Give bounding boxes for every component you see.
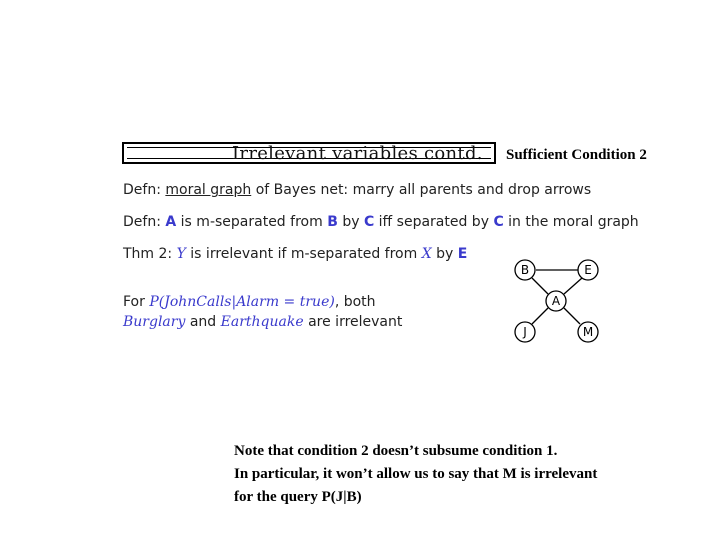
slide-title: Irrelevant variables contd.: [232, 143, 483, 164]
example-text: , both: [334, 294, 376, 310]
var-c: C: [493, 214, 504, 230]
edge-a-j: [532, 308, 548, 324]
moral-graph-term: moral graph: [165, 182, 252, 198]
node-j-label: J: [523, 325, 527, 339]
example-text: and: [189, 314, 217, 330]
example-line-2: [123, 314, 402, 330]
example-prefix: For: [123, 294, 145, 310]
defn-text: by: [342, 214, 360, 230]
node-e-label: E: [584, 263, 592, 277]
var-burglary: Burglary: [123, 314, 186, 330]
var-a: A: [165, 214, 177, 230]
var-c: C: [363, 214, 375, 230]
moral-graph-diagram: [500, 250, 610, 350]
var-e: E: [457, 246, 468, 262]
example-line-1: [123, 294, 376, 310]
definition-m-separation: [123, 214, 639, 230]
thm-text: by: [436, 246, 454, 262]
thm-prefix: Thm 2:: [123, 246, 173, 262]
example-query: P(JohnCalls|Alarm = true): [149, 294, 335, 310]
theorem-2: [123, 246, 467, 262]
defn-text: is m-separated from: [180, 214, 323, 230]
defn-text: of Bayes net: marry all parents and drop arrows: [255, 182, 592, 198]
thm-text: is irrelevant if m-separated from: [190, 246, 418, 262]
node-a-label: A: [551, 294, 561, 308]
defn-text: in the moral graph: [508, 214, 639, 230]
var-b: B: [327, 214, 338, 230]
example-text: are irrelevant: [308, 314, 403, 330]
edge-e-a: [564, 278, 582, 294]
var-y: Y: [176, 246, 186, 262]
defn-prefix: Defn:: [123, 214, 161, 230]
sufficient-condition-label: Sufficient Condition 2: [506, 147, 647, 163]
note-line-2: In particular, it won’t allow us to say that M is irrelevant: [234, 466, 598, 482]
edge-b-a: [532, 278, 548, 294]
defn-text: iff separated by: [378, 214, 489, 230]
note-line-3: for the query P(J|B): [234, 489, 362, 505]
var-earthquake: Earthquake: [220, 314, 304, 330]
node-b-label: B: [520, 263, 530, 277]
edge-a-m: [564, 308, 580, 324]
node-m-label: M: [582, 325, 594, 339]
defn-prefix: Defn:: [123, 182, 161, 198]
var-x: X: [421, 246, 432, 262]
note-block: [234, 440, 597, 509]
definition-moral-graph: [123, 182, 591, 198]
note-line-1: Note that condition 2 doesn’t subsume condition 1.: [234, 443, 558, 459]
